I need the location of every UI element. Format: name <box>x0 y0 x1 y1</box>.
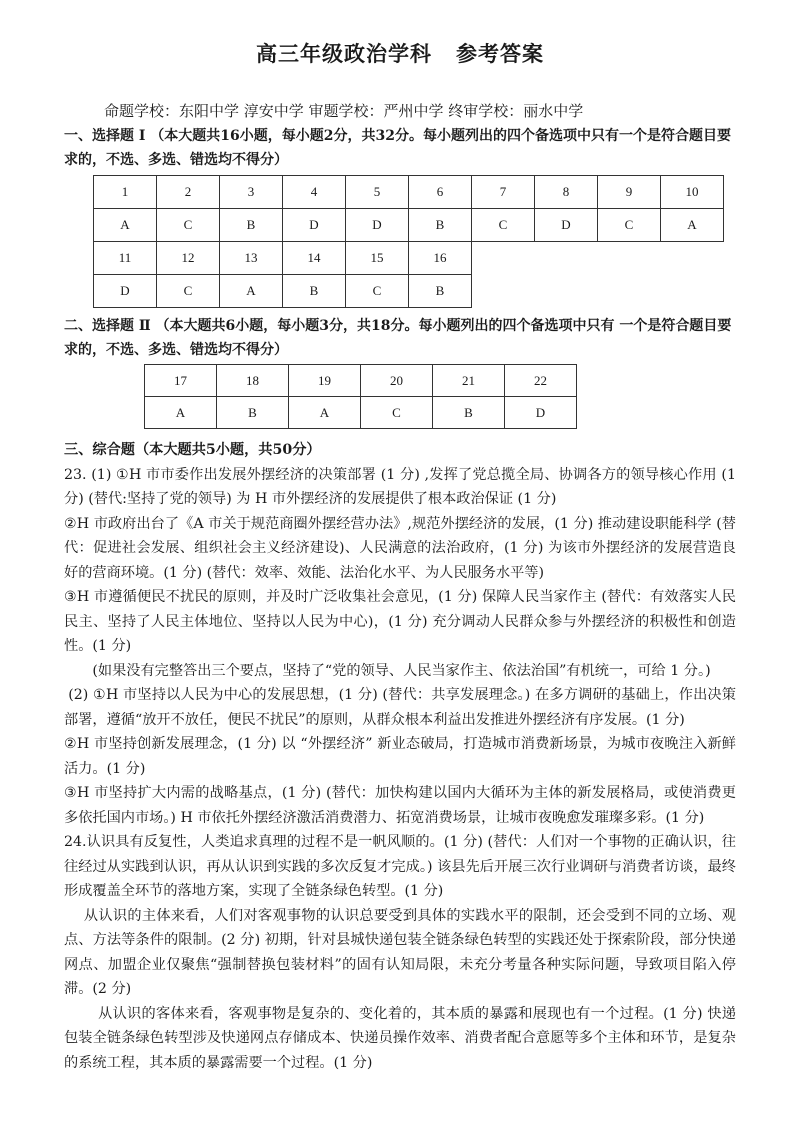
table-cell: 4 <box>283 176 346 209</box>
table-cell: C <box>472 209 535 242</box>
table-cell: C <box>157 209 220 242</box>
answer-paragraph: 从认识的客体来看，客观事物是复杂的、变化着的，其本质的暴露和展现也有一个过程。(1 分) 快递包装全链条绿色转型涉及快递网点存储成本、快递员操作效率、消费者配合意愿等多个主体和环节，是复杂的系统工程，其本质的暴露需要一个过程。(1 分) <box>64 1005 736 1071</box>
table-cell: 9 <box>598 176 661 209</box>
table-cell: 6 <box>409 176 472 209</box>
table-cell: 15 <box>346 242 409 275</box>
answer-table-2 <box>144 364 577 429</box>
comprehensive-answers <box>64 438 736 1075</box>
title-suffix: 参考答案 <box>456 41 544 66</box>
table-cell: B <box>409 275 472 308</box>
answer-paragraph: 23. (1) ①H 市市委作出发展外摆经济的决策部署 (1 分) ,发挥了党总揽全局、协调各方的领导核心作用 (1 分) (替代:坚持了党的领导) 为 H 市外摆经济的发展提供了根本政治保证 (1 分) <box>64 466 736 507</box>
table-cell: C <box>157 275 220 308</box>
answer-paragraph: ②H 市政府出台了《A 市关于规范商圈外摆经营办法》,规范外摆经济的发展，(1 分) 推动建设职能科学 (替代：促进社会发展、组织社会主义经济建设)、人民满意的法治政府，(1 分) 为该市外摆经济的发展营造良好的营商环境。(1 分) (替代：效率、效能、法治化水平、为人民服务水平等) <box>64 515 736 581</box>
table-cell: 19 <box>289 365 361 397</box>
table-cell: B <box>283 275 346 308</box>
empty-cell <box>535 275 598 308</box>
school-info: 命题学校：东阳中学 淳安中学 审题学校：严州中学 终审学校：丽水中学 <box>104 102 584 120</box>
table-cell: 5 <box>346 176 409 209</box>
empty-cell <box>535 242 598 275</box>
section1-header: 一、选择题 Ⅰ （本大题共16小题，每小题2分，共32分。每小题列出的四个备选项中只有一个是符合题目要求的，不选、多选、错选均不得分） <box>64 128 732 168</box>
table-cell: 21 <box>433 365 505 397</box>
table-cell: 17 <box>145 365 217 397</box>
table-row <box>145 365 577 397</box>
table-cell: A <box>145 397 217 429</box>
table-row <box>94 242 724 275</box>
table-cell: 18 <box>217 365 289 397</box>
answer-paragraph: (2) ①H 市坚持以人民为中心的发展思想，(1 分) (替代：共享发展理念。) 在多方调研的基础上，作出决策部署，遵循“放开不放任，便民不扰民”的原则，从群众根本利益出发推进外摆经济有序发展。(1 分) <box>64 687 736 728</box>
table-cell: 3 <box>220 176 283 209</box>
empty-cell <box>598 242 661 275</box>
table-cell: A <box>220 275 283 308</box>
answer-paragraph: (如果没有完整答出三个要点，坚持了“党的领导、人民当家作主、依法治国”有机统一，可给 1 分。) <box>92 662 711 679</box>
table-cell: C <box>346 275 409 308</box>
title-text: 高三年级政治学科 <box>256 41 432 66</box>
table-cell: D <box>505 397 577 429</box>
empty-cell <box>472 242 535 275</box>
table-cell: 14 <box>283 242 346 275</box>
page-title <box>0 38 800 68</box>
table-cell: 10 <box>661 176 724 209</box>
table-cell: C <box>598 209 661 242</box>
table-cell: A <box>661 209 724 242</box>
table-cell: 2 <box>157 176 220 209</box>
table-cell: 22 <box>505 365 577 397</box>
section3-header: 三、综合题（本大题共5小题，共50分） <box>64 442 321 458</box>
empty-cell <box>598 275 661 308</box>
table-cell: 12 <box>157 242 220 275</box>
table-cell: 16 <box>409 242 472 275</box>
table-cell: A <box>289 397 361 429</box>
table-cell: D <box>535 209 598 242</box>
answer-paragraph: 24.认识具有反复性，人类追求真理的过程不是一帆风顺的。(1 分) (替代：人们对一个事物的正确认识，往往经过从实践到认识，再从认识到实践的多次反复才完成。) 该县先后开展三次行业调研与消费者访谈，最终形成覆盖全环节的落地方案，实现了全链条绿色转型。(1 分) <box>64 834 736 899</box>
answer-paragraph: 从认识的主体来看，人们对客观事物的认识总要受到具体的实践水平的限制，还会受到不同的立场、观点、方法等条件的限制。(2 分) 初期，针对县城快递包装全链条绿色转型的实践还处于探索阶段，部分快递网点、加盟企业仅聚焦“强制替换包装材料”的固有认知局限，未充分考量各种实际问题，导致项目陷入停滞。(2 分) <box>64 907 736 997</box>
answer-table-1 <box>93 175 724 308</box>
table-cell: 7 <box>472 176 535 209</box>
table-cell: A <box>94 209 157 242</box>
table-cell: 20 <box>361 365 433 397</box>
table-cell: 8 <box>535 176 598 209</box>
answer-paragraph: ③H 市坚持扩大内需的战略基点，(1 分) (替代：加快构建以国内大循环为主体的新发展格局，或使消费更多依托国内市场。) H 市依托外摆经济激活消费潜力、拓宽消费场景，让城市夜晚愈发璀璨多彩。(1 分) <box>64 785 736 826</box>
table-cell: D <box>346 209 409 242</box>
table-row <box>145 397 577 429</box>
table-cell: B <box>433 397 505 429</box>
empty-cell <box>661 242 724 275</box>
empty-cell <box>472 275 535 308</box>
table-cell: D <box>283 209 346 242</box>
table-cell: D <box>94 275 157 308</box>
table-cell: B <box>220 209 283 242</box>
table-cell: 11 <box>94 242 157 275</box>
answer-paragraph: ③H 市遵循便民不扰民的原则，并及时广泛收集社会意见，(1 分) 保障人民当家作主 (替代：有效落实人民民主、坚持了人民主体地位、坚持以人民为中心)，(1 分) 充分调动人民群众参与外摆经济的积极性和创造性。(1 分) <box>64 589 736 654</box>
table-cell: 1 <box>94 176 157 209</box>
section2-header: 二、选择题 Ⅱ （本大题共6小题，每小题3分，共18分。每小题列出的四个备选项中只有 一个是符合题目要求的，不选、多选、错选均不得分） <box>64 318 732 358</box>
table-cell: C <box>361 397 433 429</box>
table-cell: B <box>217 397 289 429</box>
table-row <box>94 176 724 209</box>
table-row <box>94 209 724 242</box>
table-row <box>94 275 724 308</box>
answer-paragraph: ②H 市坚持创新发展理念，(1 分) 以 “外摆经济” 新业态破局，打造城市消费新场景，为城市夜晚注入新鲜活力。(1 分) <box>64 736 736 777</box>
table-cell: B <box>409 209 472 242</box>
table-cell: 13 <box>220 242 283 275</box>
empty-cell <box>661 275 724 308</box>
